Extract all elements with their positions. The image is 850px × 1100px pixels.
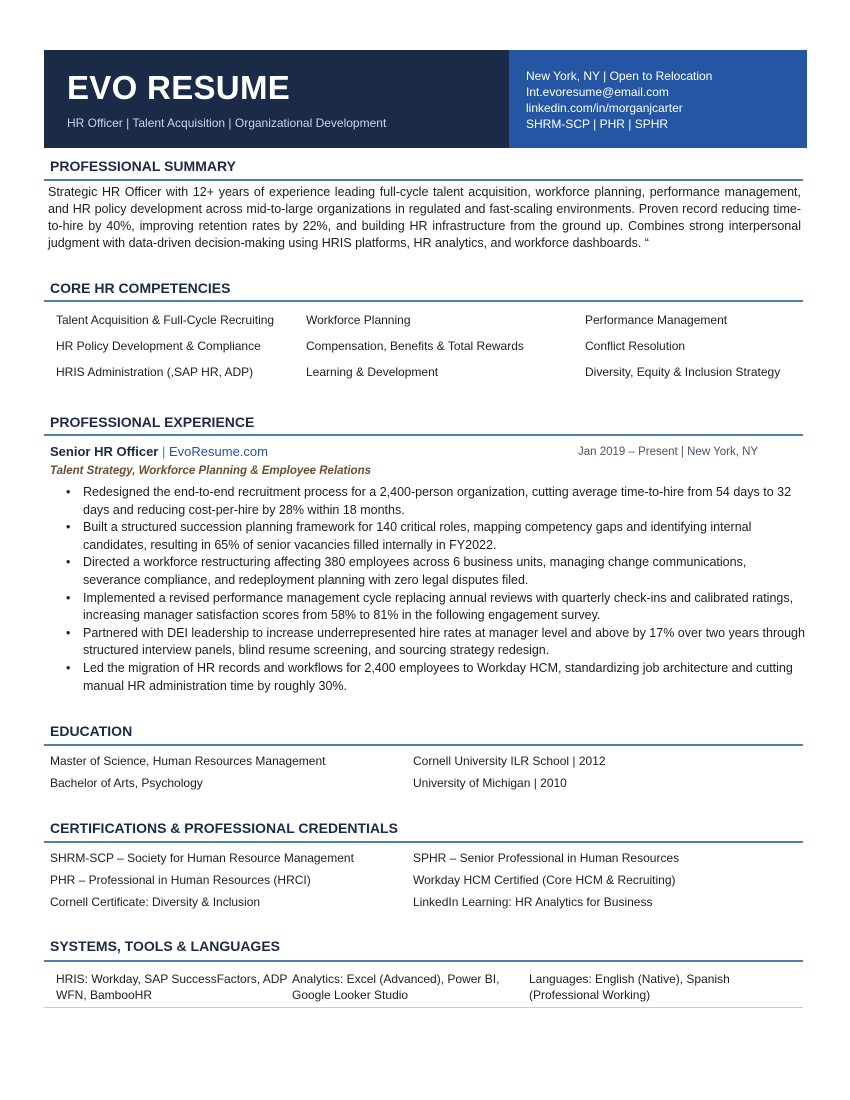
candidate-tagline: HR Officer | Talent Acquisition | Organizational Development	[67, 116, 387, 130]
experience-heading: PROFESSIONAL EXPERIENCE	[50, 414, 255, 430]
education-divider	[44, 744, 803, 746]
job-role: Senior HR Officer	[50, 444, 159, 459]
degree: Bachelor of Arts, Psychology	[50, 776, 203, 790]
job-bullets	[66, 484, 806, 695]
candidate-name: EVO RESUME	[67, 69, 291, 106]
competencies-divider	[44, 300, 803, 302]
systems-heading: SYSTEMS, TOOLS & LANGUAGES	[50, 938, 280, 954]
list-item	[66, 519, 806, 554]
bullet-text: Directed a workforce restructuring affecting 380 employees across 6 business units, managing change communications, severance compliance, and redeployment planning with zero legal disputes filed.	[83, 555, 747, 587]
systems-bottom-divider	[44, 1007, 803, 1008]
certification-item: PHR – Professional in Human Resources (HRCI)	[50, 873, 311, 887]
competency-item: Performance Management	[585, 313, 728, 327]
bullet-text: Redesigned the end-to-end recruitment process for a 2,400-person organization, cutting average time-to-hire from 54 days to 32 days and reducing cost-per-hire by 28% within 18 months.	[83, 485, 792, 517]
contact-linkedin[interactable]: linkedin.com/in/morganjcarter	[526, 101, 683, 115]
bullet-icon: •	[66, 520, 71, 535]
job-separator: |	[161, 444, 166, 459]
systems-languages: Languages: English (Native), Spanish	[529, 972, 730, 986]
bullet-icon: •	[66, 555, 71, 570]
education-heading: EDUCATION	[50, 723, 133, 739]
competency-item: Diversity, Equity & Inclusion Strategy	[585, 365, 781, 379]
resume-header	[44, 50, 807, 148]
summary-heading: PROFESSIONAL SUMMARY	[50, 158, 236, 174]
certification-item: Workday HCM Certified (Core HCM & Recruiting)	[413, 873, 676, 887]
school-year: Cornell University ILR School | 2012	[413, 754, 606, 768]
list-item	[66, 625, 806, 660]
header-contact-panel	[509, 50, 807, 148]
job-header	[50, 444, 268, 459]
competency-item: Conflict Resolution	[585, 339, 686, 353]
list-item	[66, 484, 806, 519]
competency-item: Workforce Planning	[306, 313, 411, 327]
contact-email[interactable]: Int.evoresume@email.com	[526, 85, 669, 99]
job-focus: Talent Strategy, Workforce Planning & Employee Relations	[50, 465, 372, 477]
experience-divider	[44, 434, 803, 436]
bullet-text: Led the migration of HR records and workflows for 2,400 employees to Workday HCM, standardizing job architecture and cutting manual HR administration time by roughly 30%.	[83, 660, 793, 693]
competency-item: Compensation, Benefits & Total Rewards	[306, 339, 524, 353]
school-year: University of Michigan | 2010	[413, 776, 567, 790]
systems-hris: WFN, BambooHR	[56, 988, 153, 1002]
certification-item: LinkedIn Learning: HR Analytics for Business	[413, 895, 653, 909]
job-company: EvoResume.com	[169, 444, 268, 459]
systems-analytics: Google Looker Studio	[292, 988, 409, 1002]
summary-divider	[44, 179, 803, 181]
bullet-text: Partnered with DEI leadership to increase underrepresented hire rates at manager level and above by 17% over two years through structured interview panels, blind resume screening, and sourcing strategy redesign.	[83, 625, 805, 658]
bullet-icon: •	[66, 660, 71, 675]
systems-analytics: Analytics: Excel (Advanced), Power BI,	[292, 972, 500, 986]
competency-item: Talent Acquisition & Full-Cycle Recruiting	[56, 313, 275, 327]
systems-divider	[44, 960, 803, 962]
bullet-icon: •	[66, 485, 71, 499]
bullet-text: Implemented a revised performance management cycle replacing annual reviews with quarterly check-ins and calibrated ratings, increasing manager satisfaction scores from 58% to 81% in the following engagement survey.	[83, 590, 794, 623]
bullet-icon: •	[66, 625, 71, 640]
certifications-divider	[44, 841, 803, 843]
list-item	[66, 554, 806, 589]
bullet-text: Built a structured succession planning framework for 140 critical roles, mapping competency gaps and identifying internal candidates, resulting in 65% of senior vacancies filled internally in FY2022.	[83, 520, 752, 552]
summary-text: Strategic HR Officer with 12+ years of experience leading full-cycle talent acquisition, workforce planning, performance management, and HR policy development across mid-to-large organizations in regulated and fast-scaling environments. Proven record reducing time-to-hire by 40%, improving retention rates by 22%, and building HR infrastructure from the ground up. Combines strong interpersonal judgment with data-driven decision-making using HRIS platforms, HR analytics, and workforce dashboards. “	[48, 185, 801, 250]
competency-item: Learning & Development	[306, 365, 439, 379]
certification-item: SHRM-SCP – Society for Human Resource Management	[50, 851, 354, 865]
contact-credentials: SHRM-SCP | PHR | SPHR	[526, 117, 669, 131]
competency-item: HRIS Administration (,SAP HR, ADP)	[56, 365, 254, 379]
header-name-panel	[44, 50, 509, 148]
certifications-heading: CERTIFICATIONS & PROFESSIONAL CREDENTIALS	[50, 820, 398, 836]
contact-info	[526, 68, 712, 132]
degree: Master of Science, Human Resources Management	[50, 754, 326, 768]
competencies-heading: CORE HR COMPETENCIES	[50, 280, 231, 296]
contact-location: New York, NY | Open to Relocation	[526, 69, 713, 83]
list-item	[66, 660, 806, 695]
systems-hris: HRIS: Workday, SAP SuccessFactors, ADP	[56, 972, 288, 986]
bullet-icon: •	[66, 590, 71, 605]
certification-item: Cornell Certificate: Diversity & Inclusion	[50, 895, 261, 909]
job-dates-location: Jan 2019 – Present | New York, NY	[578, 446, 759, 458]
certification-item: SPHR – Senior Professional in Human Resources	[413, 851, 680, 865]
competency-item: HR Policy Development & Compliance	[56, 339, 261, 353]
list-item	[66, 590, 806, 625]
systems-languages: (Professional Working)	[529, 988, 651, 1002]
